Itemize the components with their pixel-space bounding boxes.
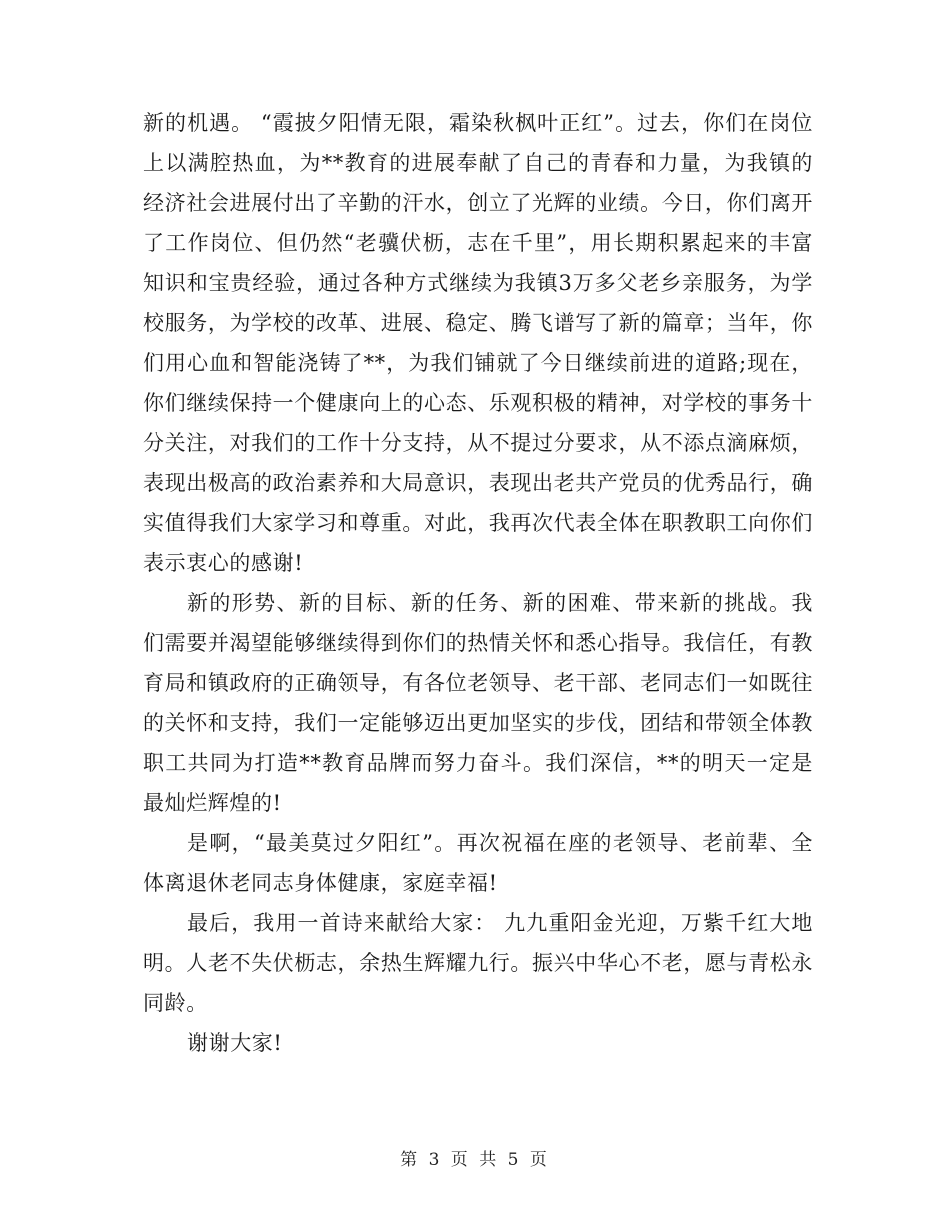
paragraph-blessing: 是啊，“最美莫过夕阳红”。再次祝福在座的老领导、老前辈、全体离退休老同志身体健康，家庭幸福! xyxy=(143,831,813,895)
paragraph-poem: 最后，我用一首诗来献给大家： 九九重阳金光迎，万紫千红大地明。人老不失伏枥志，余热生辉耀九行。振兴中华心不老，愿与青松永同龄。 xyxy=(143,911,813,1015)
paragraph-gratitude: 新的机遇。 “霞披夕阳情无限，霜染秋枫叶正红”。过去，你们在岗位上以满腔热血，为**教育的进展奉献了自己的青春和力量，为我镇的经济社会进展付出了辛勤的汗水，创立了光辉的业绩。今日，你们离开了工作岗位、但仍然“老骥伏枥，志在千里”，用长期积累起来的丰富知识和宝贵经验，通过各种方式继续为我镇3万多父老乡亲服务，为学校服务，为学校的改革、进展、稳定、腾飞谱写了新的篇章；当年，你们用心血和智能浇铸了**，为我们铺就了今日继续前进的道路;现在，你们继续保持一个健康向上的心态、乐观积极的精神，对学校的事务十分关注，对我们的工作十分支持，从不提过分要求，从不添点滴麻烦，表现出极高的政治素养和大局意识，表现出老共产党员的优秀品行，确实值得我们大家学习和尊重。对此，我再次代表全体在职教职工向你们表示衷心的感谢! xyxy=(143,111,813,575)
page-number-footer: 第 3 页 共 5 页 xyxy=(400,1150,550,1170)
paragraph-new-challenges: 新的形势、新的目标、新的任务、新的困难、带来新的挑战。我们需要并渴望能够继续得到你们的热情关怀和悉心指导。我信任，有教育局和镇政府的正确领导，有各位老领导、老干部、老同志们一如既往的关怀和支持，我们一定能够迈出更加坚实的步伐，团结和带领全体教职工共同为打造**教育品牌而努力奋斗。我们深信，**的明天一定是最灿烂辉煌的! xyxy=(143,591,813,815)
paragraph-thanks: 谢谢大家! xyxy=(187,1031,283,1055)
document-body xyxy=(143,103,813,1063)
